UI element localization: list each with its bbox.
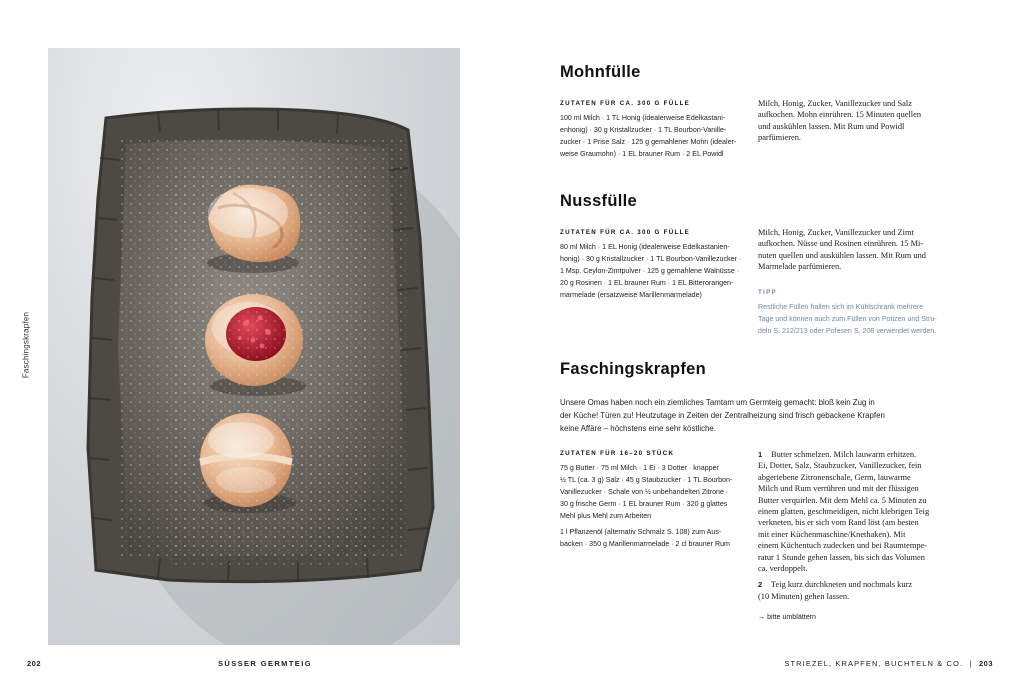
step-line: verkneten, bis er sich vom Rand löst (am besten — [758, 518, 919, 528]
ingredient-line: ½ TL (ca. 3 g) Salz · 45 g Staubzucker · 1 TL Bourbon- — [560, 476, 733, 484]
ingredient-line: 20 g Rosinen · 1 EL brauner Rum · 1 EL Bitterorangen- — [560, 279, 734, 287]
krapfen-ingredients-heading: ZUTATEN FÜR 16–20 STÜCK — [560, 450, 675, 457]
pastry-photo — [48, 48, 460, 645]
ingredient-line: 1 l Pflanzenöl (alternativ Schmalz S. 108) zum Aus- — [560, 528, 722, 536]
ingredient-line: honig) · 30 g Kristallzucker · 1 TL Bourbon-Vanillezucker · — [560, 255, 742, 263]
mohn-steps — [758, 98, 948, 144]
pastry-photo-image — [48, 48, 460, 645]
krapfen-ingredients — [560, 462, 746, 550]
step-line — [758, 449, 948, 460]
intro-line: keine Affäre – höchstens eine sehr köstliche. — [560, 424, 717, 433]
section-title-right: STRIEZEL, KRAPFEN, BUCHTELN & CO. — [784, 659, 964, 668]
ingredient-line: 100 ml Milch · 1 TL Honig (idealerweise Edelkastani- — [560, 114, 726, 122]
nuss-ingredients — [560, 241, 746, 301]
ingredient-line: backen · 350 g Marillenmarmelade · 2 cl brauner Rum — [560, 540, 730, 548]
nuss-ingredients-heading: ZUTATEN FÜR CA. 300 G FÜLLE — [560, 229, 691, 236]
ingredient-line: 75 g Butter · 75 ml Milch · 1 Ei · 3 Dotter · knapper — [560, 464, 719, 472]
ingredient-line: marmelade (ersatzweise Marillenmarmelade) — [560, 291, 702, 299]
page-number-left: 202 — [27, 659, 42, 668]
section-title-left: SÜSSER GERMTEIG — [218, 659, 312, 668]
tip-line: deln S. 212/213 oder Pofesen S. 208 verwendet werden. — [758, 327, 937, 335]
mohn-ingredients-heading: ZUTATEN FÜR CA. 300 G FÜLLE — [560, 100, 691, 107]
krapfen-intro — [560, 396, 940, 435]
step-line: mit einer Küchenmaschine/Knethaken). Mit — [758, 529, 906, 539]
ingredient-line: weise Graumohn) · 1 EL brauner Rum · 2 EL Powidl — [560, 150, 724, 158]
ingredient-line: Vanillezucker · Schale von ½ unbehandelten Zitrone · — [560, 488, 729, 496]
step-line — [758, 579, 948, 590]
tip-text — [758, 301, 958, 337]
ingredient-line: zucker · 1 Prise Salz · 125 g gemahlener Mohn (idealer- — [560, 138, 737, 146]
step-line: Milch und Rum verrühren und mit der flüssigen — [758, 484, 919, 494]
krapfen-title: Faschingskrapfen — [560, 360, 707, 378]
step-line: einem glatten, geschmeidigen, nicht klebrigen Teig — [758, 507, 930, 517]
intro-line: der Küche! Türen zu! Heutzutage in Zeiten der Zentralheizung sind frisch gebackene Krapfen — [560, 411, 885, 420]
step-line: einem Küchentuch zudecken und bei Raumtempe- — [758, 541, 928, 551]
ingredient-line: enhonig) · 30 g Kristallzucker · 1 TL Bourbon-Vanille- — [560, 126, 727, 134]
tip-line: Tage und können auch zum Füllen von Potizen und Stru- — [758, 315, 937, 323]
footer-separator: | — [969, 659, 973, 668]
nuss-title: Nussfülle — [560, 192, 637, 210]
krapfen-steps — [758, 449, 948, 602]
page-number-right: 203 — [978, 659, 993, 668]
tip-heading: TIPP — [758, 289, 777, 296]
ingredient-line: 1 Msp. Ceylon-Zimtpulver · 125 g gemahlene Walnüsse · — [560, 267, 740, 275]
step-number: 1 — [758, 450, 763, 459]
step-text: Teig kurz durchkneten und nochmals kurz — [771, 580, 913, 590]
ingredient-line: 30 g frische Germ · 1 EL brauner Rum · 320 g glattes — [560, 500, 728, 508]
step-text: Butter schmelzen. Milch lauwarm erhitzen. — [771, 450, 917, 459]
step-line: parfümieren. — [758, 133, 802, 143]
step-line: ca. verdoppelt. — [758, 564, 808, 574]
step-line: ratur 1 Stunde gehen lassen, bis sich das Volumen — [758, 552, 925, 562]
step-line: aufkochen. Mohn einrühren. 15 Minuten quellen — [758, 110, 922, 120]
step-line: Marmelade parfümieren. — [758, 262, 842, 272]
footer-right — [784, 659, 993, 668]
ingredient-line: Mehl plus Mehl zum Arbeiten — [560, 512, 652, 520]
nuss-steps — [758, 227, 948, 273]
step-line: Milch, Honig, Zucker, Vanillezucker und Zimt — [758, 228, 914, 237]
step-line: Ei, Dotter, Salz, Staubzucker, Vanillezucker, fein — [758, 461, 922, 471]
step-line: (10 Minuten) gehen lassen. — [758, 591, 850, 601]
tip-line: Restliche Füllen halten sich im Kühlschrank mehrere — [758, 303, 924, 311]
intro-line: Unsere Omas haben noch ein ziemliches Tamtam um Germteig gemacht: bloß kein Zug in — [560, 398, 875, 407]
step-line: abgeriebene Zitronenschale, Germ, lauwarme — [758, 472, 911, 482]
turn-page-note: → bitte umblättern — [758, 613, 816, 621]
step-line: Butter verquirlen. Mit dem Mehl ca. 5 Minuten zu — [758, 495, 927, 505]
mohn-title: Mohnfülle — [560, 63, 641, 81]
step-line: aufkochen. Nüsse und Rosinen einrühren. 15 Mi- — [758, 239, 924, 249]
side-label: Faschingskrapfen — [21, 311, 31, 379]
step-number: 2 — [758, 580, 763, 590]
step-line: und auskühlen lassen. Mit Rum und Powidl — [758, 121, 905, 131]
mohn-ingredients — [560, 112, 746, 160]
step-line: Milch, Honig, Zucker, Vanillezucker und Salz — [758, 99, 912, 108]
ingredient-line: 80 ml Milch · 1 EL Honig (idealerweise Edelkastanien- — [560, 243, 730, 251]
step-line: nuten quellen und auskühlen lassen. Mit Rum und — [758, 250, 926, 260]
